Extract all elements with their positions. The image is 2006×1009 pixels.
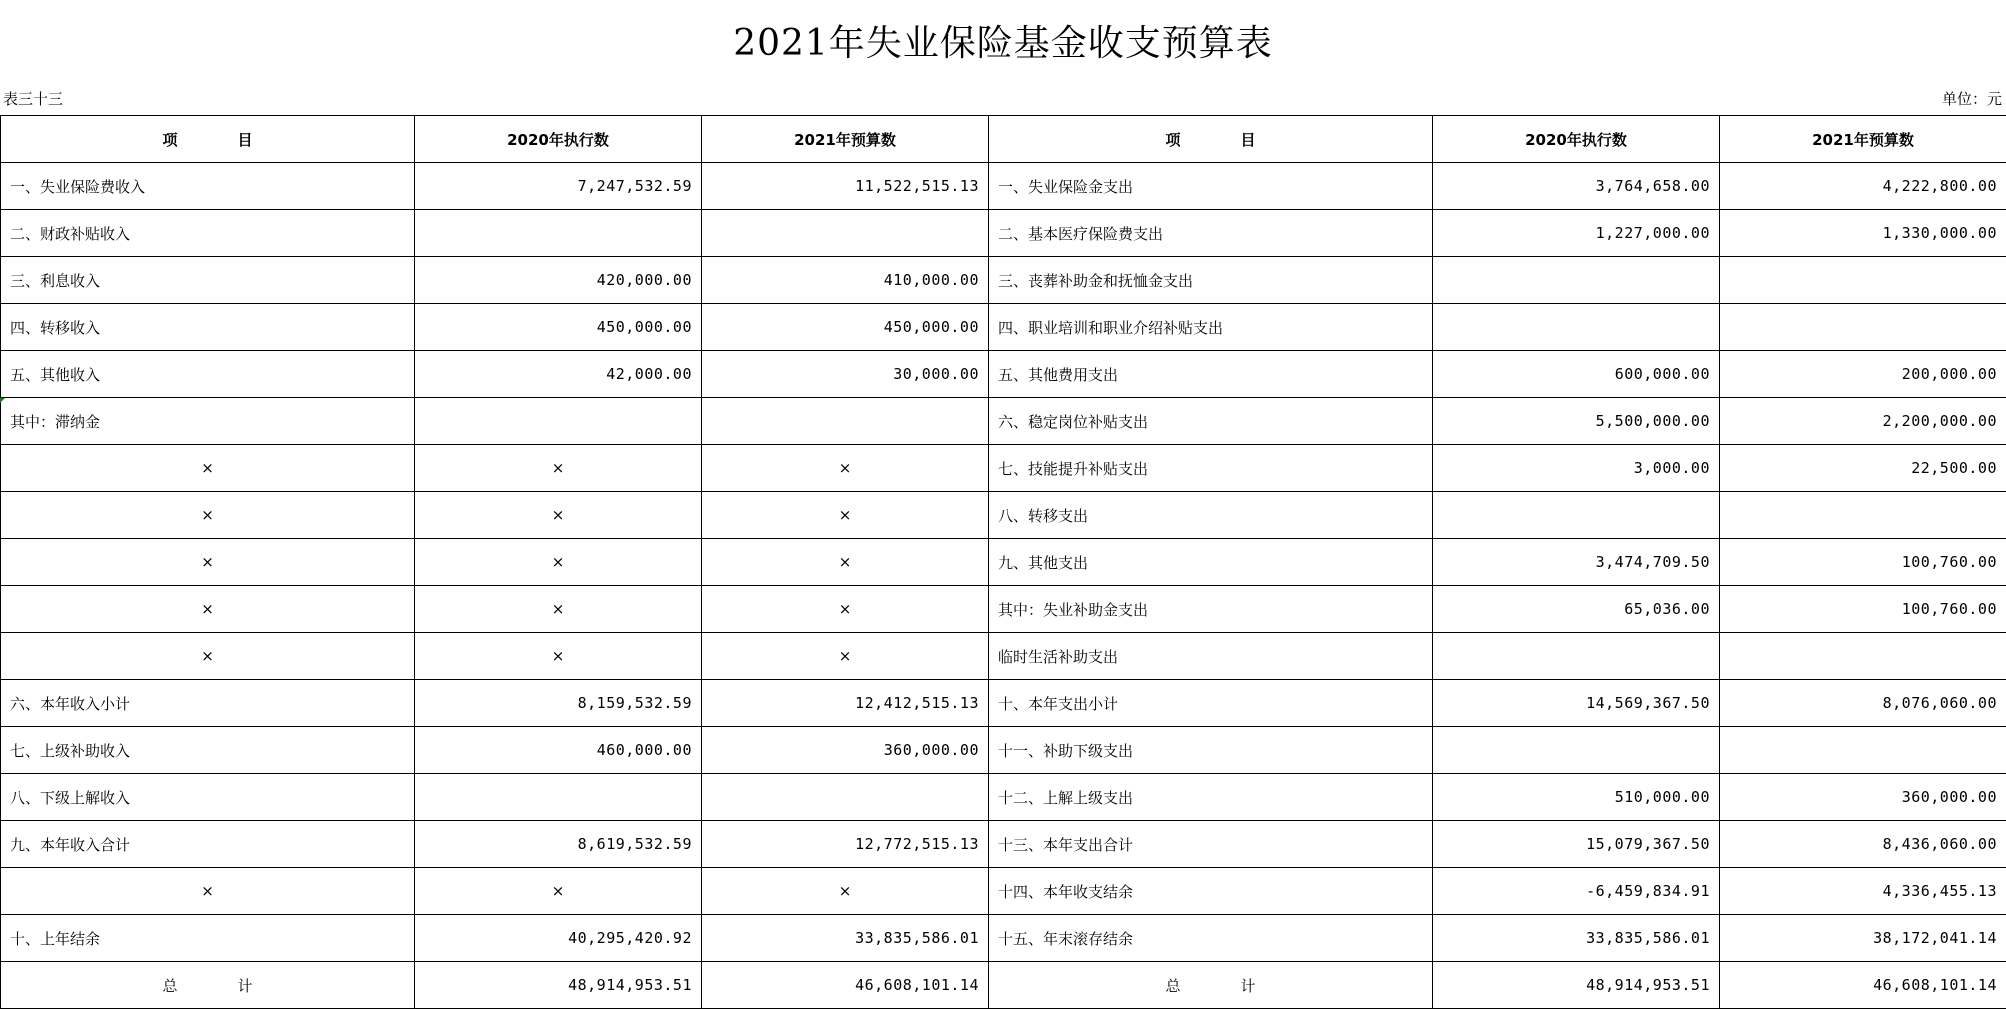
unit-label: 单位：元 — [1941, 90, 2002, 108]
table-row — [1, 539, 2006, 586]
income-exec-2020-value: 42,000.00 — [415, 351, 702, 398]
expense-budget-2021-value: 100,760.00 — [1720, 539, 2006, 586]
income-exec-2020-value: 48,914,953.51 — [415, 962, 702, 1009]
table-row — [1, 351, 2006, 398]
income-budget-2021-value: × — [702, 868, 989, 915]
income-exec-2020-value: 460,000.00 — [415, 727, 702, 774]
income-item-label: 一、失业保险费收入 — [1, 163, 415, 210]
table-row — [1, 304, 2006, 351]
income-exec-2020-value: 8,159,532.59 — [415, 680, 702, 727]
expense-item-label: 六、稳定岗位补贴支出 — [989, 398, 1433, 445]
expense-budget-2021-value: 200,000.00 — [1720, 351, 2006, 398]
income-budget-2021-value: 360,000.00 — [702, 727, 989, 774]
expense-budget-2021-value: 2,200,000.00 — [1720, 398, 2006, 445]
income-item-label: 五、其他收入 — [1, 351, 415, 398]
income-budget-2021-value: 450,000.00 — [702, 304, 989, 351]
expense-item-label: 七、技能提升补贴支出 — [989, 445, 1433, 492]
table-row — [1, 445, 2006, 492]
expense-item-label: 二、基本医疗保险费支出 — [989, 210, 1433, 257]
table-row — [1, 868, 2006, 915]
income-item-label: × — [1, 633, 415, 680]
table-row — [1, 210, 2006, 257]
income-item-label: × — [1, 445, 415, 492]
expense-budget-2021-value: 4,336,455.13 — [1720, 868, 2006, 915]
table-row — [1, 915, 2006, 962]
header-income-exec-2020: 2020年执行数 — [415, 116, 702, 163]
table-row — [1, 680, 2006, 727]
income-exec-2020-value: 8,619,532.59 — [415, 821, 702, 868]
expense-exec-2020-value — [1433, 304, 1720, 351]
expense-exec-2020-value: 3,764,658.00 — [1433, 163, 1720, 210]
income-item-label: 九、本年收入合计 — [1, 821, 415, 868]
expense-budget-2021-value — [1720, 492, 2006, 539]
expense-item-label: 临时生活补助支出 — [989, 633, 1433, 680]
cell-comment-marker — [0, 398, 5, 403]
expense-budget-2021-value: 46,608,101.14 — [1720, 962, 2006, 1009]
income-exec-2020-value: × — [415, 586, 702, 633]
income-budget-2021-value: 11,522,515.13 — [702, 163, 989, 210]
budget-table — [0, 115, 2006, 1009]
income-budget-2021-value — [702, 398, 989, 445]
expense-exec-2020-value: 48,914,953.51 — [1433, 962, 1720, 1009]
expense-budget-2021-value — [1720, 304, 2006, 351]
income-item-label: 十、上年结余 — [1, 915, 415, 962]
table-row — [1, 727, 2006, 774]
expense-exec-2020-value: 5,500,000.00 — [1433, 398, 1720, 445]
expense-budget-2021-value: 38,172,041.14 — [1720, 915, 2006, 962]
income-exec-2020-value: × — [415, 868, 702, 915]
expense-budget-2021-value: 360,000.00 — [1720, 774, 2006, 821]
expense-exec-2020-value — [1433, 633, 1720, 680]
table-number: 表三十三 — [3, 90, 64, 108]
table-row — [1, 586, 2006, 633]
expense-item-label: 十三、本年支出合计 — [989, 821, 1433, 868]
income-item-label: 总 计 — [1, 962, 415, 1009]
table-row — [1, 962, 2006, 1009]
expense-budget-2021-value: 22,500.00 — [1720, 445, 2006, 492]
income-exec-2020-value — [415, 398, 702, 445]
income-item-label: × — [1, 539, 415, 586]
table-row — [1, 492, 2006, 539]
income-budget-2021-value: 46,608,101.14 — [702, 962, 989, 1009]
table-row — [1, 821, 2006, 868]
expense-item-label: 五、其他费用支出 — [989, 351, 1433, 398]
header-expense-budget-2021: 2021年预算数 — [1720, 116, 2006, 163]
income-item-label: × — [1, 586, 415, 633]
expense-budget-2021-value: 8,076,060.00 — [1720, 680, 2006, 727]
header-income-item: 项 目 — [1, 116, 415, 163]
expense-item-label: 十二、上解上级支出 — [989, 774, 1433, 821]
expense-item-label: 十四、本年收支结余 — [989, 868, 1433, 915]
expense-budget-2021-value: 4,222,800.00 — [1720, 163, 2006, 210]
table-row — [1, 774, 2006, 821]
expense-item-label: 三、丧葬补助金和抚恤金支出 — [989, 257, 1433, 304]
expense-exec-2020-value: 1,227,000.00 — [1433, 210, 1720, 257]
income-budget-2021-value: × — [702, 586, 989, 633]
expense-budget-2021-value: 100,760.00 — [1720, 586, 2006, 633]
income-exec-2020-value: 420,000.00 — [415, 257, 702, 304]
expense-item-label: 八、转移支出 — [989, 492, 1433, 539]
expense-item-label: 十、本年支出小计 — [989, 680, 1433, 727]
income-exec-2020-value: × — [415, 633, 702, 680]
income-budget-2021-value: 410,000.00 — [702, 257, 989, 304]
income-exec-2020-value — [415, 774, 702, 821]
income-budget-2021-value: × — [702, 445, 989, 492]
expense-item-label: 四、职业培训和职业介绍补贴支出 — [989, 304, 1433, 351]
expense-budget-2021-value: 8,436,060.00 — [1720, 821, 2006, 868]
income-budget-2021-value: 12,772,515.13 — [702, 821, 989, 868]
income-budget-2021-value: 12,412,515.13 — [702, 680, 989, 727]
expense-item-label: 总 计 — [989, 962, 1433, 1009]
income-item-label: 二、财政补贴收入 — [1, 210, 415, 257]
income-exec-2020-value: × — [415, 492, 702, 539]
income-exec-2020-value: 450,000.00 — [415, 304, 702, 351]
table-row — [1, 398, 2006, 445]
expense-exec-2020-value: 3,474,709.50 — [1433, 539, 1720, 586]
table-row — [1, 163, 2006, 210]
expense-exec-2020-value — [1433, 727, 1720, 774]
expense-exec-2020-value: -6,459,834.91 — [1433, 868, 1720, 915]
expense-budget-2021-value — [1720, 727, 2006, 774]
income-budget-2021-value: × — [702, 492, 989, 539]
expense-exec-2020-value: 14,569,367.50 — [1433, 680, 1720, 727]
expense-item-label: 九、其他支出 — [989, 539, 1433, 586]
header-row — [1, 116, 2006, 163]
page-title: 2021年失业保险基金收支预算表 — [733, 23, 1273, 64]
income-budget-2021-value: × — [702, 539, 989, 586]
expense-item-label: 十五、年末滚存结余 — [989, 915, 1433, 962]
header-income-budget-2021: 2021年预算数 — [702, 116, 989, 163]
income-exec-2020-value: 40,295,420.92 — [415, 915, 702, 962]
income-exec-2020-value: 7,247,532.59 — [415, 163, 702, 210]
table-row — [1, 633, 2006, 680]
header-expense-item: 项 目 — [989, 116, 1433, 163]
expense-exec-2020-value: 510,000.00 — [1433, 774, 1720, 821]
income-budget-2021-value: 33,835,586.01 — [702, 915, 989, 962]
income-item-label: 四、转移收入 — [1, 304, 415, 351]
income-budget-2021-value: × — [702, 633, 989, 680]
income-item-label: × — [1, 868, 415, 915]
table-body — [1, 163, 2006, 1009]
expense-exec-2020-value — [1433, 492, 1720, 539]
income-budget-2021-value: 30,000.00 — [702, 351, 989, 398]
income-item-label: 八、下级上解收入 — [1, 774, 415, 821]
expense-budget-2021-value — [1720, 633, 2006, 680]
expense-exec-2020-value: 65,036.00 — [1433, 586, 1720, 633]
income-item-label: 七、上级补助收入 — [1, 727, 415, 774]
expense-item-label: 其中：失业补助金支出 — [989, 586, 1433, 633]
income-exec-2020-value — [415, 210, 702, 257]
income-exec-2020-value: × — [415, 445, 702, 492]
header-expense-exec-2020: 2020年执行数 — [1433, 116, 1720, 163]
income-item-label: 三、利息收入 — [1, 257, 415, 304]
expense-budget-2021-value — [1720, 257, 2006, 304]
expense-exec-2020-value: 33,835,586.01 — [1433, 915, 1720, 962]
expense-exec-2020-value: 600,000.00 — [1433, 351, 1720, 398]
income-exec-2020-value: × — [415, 539, 702, 586]
income-budget-2021-value — [702, 210, 989, 257]
expense-budget-2021-value: 1,330,000.00 — [1720, 210, 2006, 257]
table-row — [1, 257, 2006, 304]
income-budget-2021-value — [702, 774, 989, 821]
expense-item-label: 十一、补助下级支出 — [989, 727, 1433, 774]
income-item-label: 六、本年收入小计 — [1, 680, 415, 727]
expense-item-label: 一、失业保险金支出 — [989, 163, 1433, 210]
income-item-label: 其中：滞纳金 — [1, 398, 415, 445]
expense-exec-2020-value: 3,000.00 — [1433, 445, 1720, 492]
expense-exec-2020-value — [1433, 257, 1720, 304]
expense-exec-2020-value: 15,079,367.50 — [1433, 821, 1720, 868]
income-item-label: × — [1, 492, 415, 539]
